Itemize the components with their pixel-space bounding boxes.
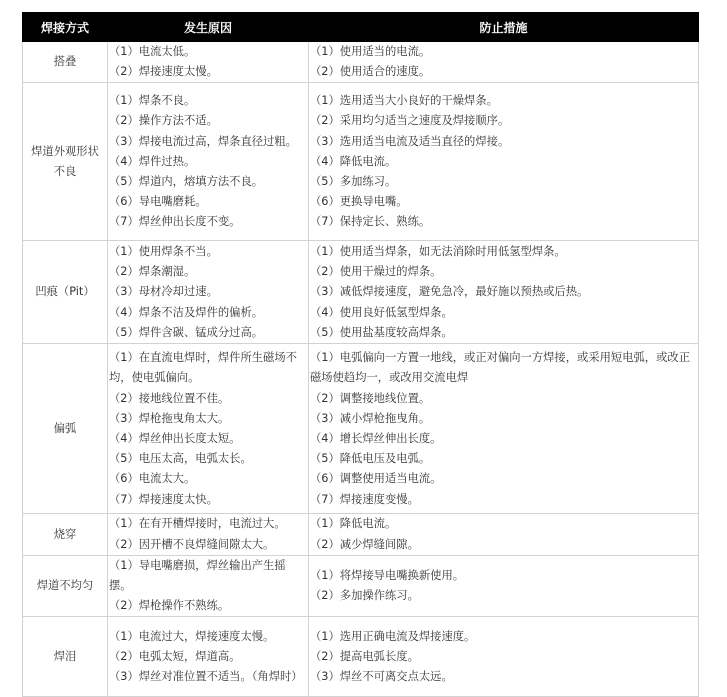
prevention-item: （4）使用良好低氢型焊条。 [310, 305, 453, 319]
prevention-item: （2）多加操作练习。 [310, 589, 419, 603]
table-row [23, 344, 699, 514]
cause-item: （1）焊条不良。 [109, 94, 196, 108]
cause-item: （6）导电嘴磨耗。 [109, 195, 207, 209]
prevention-item: （5）降低电压及电弧。 [310, 452, 431, 466]
cell-method: 凹痕（Pit） [23, 241, 108, 344]
cause-item: （1）使用焊条不当。 [109, 244, 218, 258]
prevention-item: （4）增长焊丝伸出长度。 [310, 431, 442, 445]
cell-method: 焊道不均匀 [23, 555, 108, 617]
cause-item: （5）焊件含碳、锰成分过高。 [109, 325, 264, 339]
prevention-item: （5）使用盐基度较高焊条。 [310, 325, 453, 339]
cause-item: （3）母材冷却过速。 [109, 285, 218, 299]
cause-item: （3）焊接电流过高，焊条直径过粗。 [109, 134, 297, 148]
prevention-item: （1）电弧偏向一方置一地线，或正对偏向一方焊接，或采用短电弧，或改正磁场使趋均一，或改用交流电焊 [310, 351, 690, 385]
cause-item: （5）电压太高，电弧太长。 [109, 452, 252, 466]
cause-item: （2）焊枪操作不熟练。 [109, 599, 230, 613]
cell-causes [108, 555, 309, 617]
prevention-item: （3）选用适当电流及适当直径的焊接。 [310, 134, 510, 148]
cause-item: （4）焊条不洁及焊件的偏析。 [109, 305, 264, 319]
prevention-item: （1）选用正确电流及焊接速度。 [310, 629, 476, 643]
cause-item: （2）接地线位置不佳。 [109, 391, 230, 405]
cell-method: 偏弧 [23, 344, 108, 514]
cause-item: （1）电流过大，焊接速度太慢。 [109, 629, 275, 643]
table-row [23, 555, 699, 617]
prevention-item: （5）多加练习。 [310, 175, 397, 188]
cell-prevention [309, 514, 699, 555]
cell-causes [108, 514, 309, 555]
table-row [23, 617, 699, 697]
prevention-item: （1）使用适当焊条，如无法消除时用低氢型焊条。 [310, 244, 566, 258]
header-row [23, 13, 699, 42]
cause-item: （1）在直流电焊时，焊件所生磁场不均，使电弧偏向。 [109, 351, 297, 385]
cause-item: （2）因开槽不良焊缝间隙太大。 [109, 537, 275, 551]
prevention-item: （7）焊接速度变慢。 [310, 492, 419, 506]
cause-item: （7）焊丝伸出长度不变。 [109, 215, 241, 229]
prevention-item: （1）使用适当的电流。 [310, 45, 431, 58]
cause-item: （3）焊丝对准位置不适当。（角焊时） [109, 670, 303, 684]
cell-prevention [309, 617, 699, 697]
cell-method: 焊泪 [23, 617, 108, 697]
prevention-item: （2）提高电弧长度。 [310, 649, 419, 663]
prevention-item: （2）使用干燥过的焊条。 [310, 265, 442, 279]
cause-item: （1）在有开槽焊接时，电流过大。 [109, 517, 286, 531]
header-prevention: 防止措施 [309, 13, 699, 42]
cell-causes [108, 83, 309, 241]
cause-item: （2）焊接速度太慢。 [109, 65, 218, 79]
cell-method: 烧穿 [23, 514, 108, 555]
prevention-item: （3）减低焊接速度，避免急冷，最好施以预热或后热。 [310, 285, 589, 299]
cell-causes [108, 241, 309, 344]
cell-causes [108, 344, 309, 514]
cause-item: （1）电流太低。 [109, 45, 196, 58]
prevention-item: （2）使用适合的速度。 [310, 65, 431, 79]
table-row [23, 42, 699, 83]
table-row [23, 514, 699, 555]
cause-item: （4）焊丝伸出长度太短。 [109, 431, 241, 445]
cell-method: 焊道外观形状不良 [23, 83, 108, 241]
cell-causes [108, 617, 309, 697]
prevention-item: （3）减小焊枪拖曳角。 [310, 411, 431, 425]
cause-item: （5）焊道内，熔填方法不良。 [109, 175, 264, 188]
prevention-item: （2）采用均匀适当之速度及焊接顺序。 [310, 114, 510, 128]
prevention-item: （2）减少焊缝间隙。 [310, 537, 419, 551]
cell-prevention [309, 555, 699, 617]
cause-item: （7）焊接速度太快。 [109, 492, 218, 506]
cause-item: （6）电流太大。 [109, 472, 196, 486]
cause-item: （3）焊枪拖曳角太大。 [109, 411, 230, 425]
cell-prevention [309, 83, 699, 241]
table-row [23, 83, 699, 241]
cell-causes [108, 42, 309, 83]
prevention-item: （1）选用适当大小良好的干燥焊条。 [310, 94, 498, 108]
cause-item: （2）电弧太短，焊道高。 [109, 649, 241, 663]
prevention-item: （4）降低电流。 [310, 154, 397, 168]
prevention-item: （1）降低电流。 [310, 517, 397, 531]
cause-item: （2）焊条潮湿。 [109, 265, 196, 279]
cause-item: （2）操作方法不适。 [109, 114, 218, 128]
prevention-item: （6）更换导电嘴。 [310, 195, 408, 209]
cell-prevention [309, 42, 699, 83]
prevention-item: （1）将焊接导电嘴换新使用。 [310, 568, 465, 582]
cell-prevention [309, 344, 699, 514]
cell-prevention [309, 241, 699, 344]
prevention-item: （3）焊丝不可离交点太远。 [310, 670, 453, 684]
prevention-item: （2）调整接地线位置。 [310, 391, 431, 405]
header-method: 焊接方式 [23, 13, 108, 42]
cause-item: （4）焊件过热。 [109, 154, 196, 168]
table-row [23, 241, 699, 344]
prevention-item: （7）保持定长、熟练。 [310, 215, 431, 229]
welding-defects-table [22, 12, 699, 697]
cell-method: 搭叠 [23, 42, 108, 83]
cause-item: （1）导电嘴磨损，焊丝输出产生摇摆。 [109, 558, 286, 593]
prevention-item: （6）调整使用适当电流。 [310, 472, 442, 486]
header-cause: 发生原因 [108, 13, 309, 42]
table-container [22, 12, 698, 697]
